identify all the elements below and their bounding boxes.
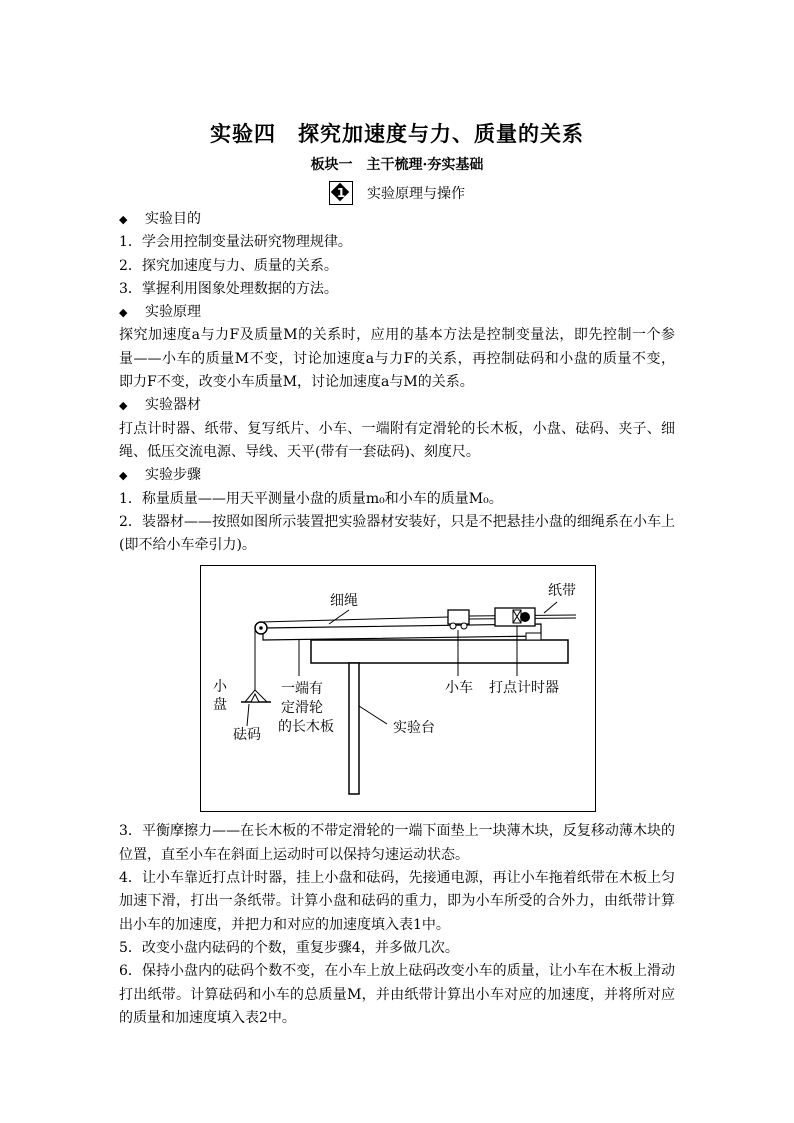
leader-weights (247, 704, 249, 726)
diamond-bullet-icon: ◆ (119, 399, 128, 413)
label-weights: 砝码 (233, 727, 261, 744)
step-6: 打出纸带。计算砝码和小车的总质量M，并由纸带计算出小车对应的加速度，并将所对应 (119, 986, 675, 1003)
cart (448, 610, 469, 624)
section-label: 实验原理与操作 (367, 186, 465, 202)
step-3: 位置，直至小车在斜面上运动时可以保持匀速运动状态。 (119, 846, 469, 863)
shim-block (526, 633, 541, 640)
step-2: 2．装器材——按照如图所示装置把实验器材安装好，只是不把悬挂小盘的细绳系在小车上 (119, 513, 675, 530)
leader-table (359, 706, 387, 724)
purpose-heading: ◆ 实验目的 (119, 208, 675, 231)
timer-dot (520, 612, 530, 622)
label-table: 实验台 (393, 720, 435, 737)
label-tape: 纸带 (548, 583, 576, 600)
step-4: 加速下滑，打出一条纸带。计算小盘和砝码的重力，即为小车所受的合外力，由纸带计算 (119, 893, 675, 910)
step-6: 6．保持小盘内的砝码个数不变，在小车上放上砝码改变小车的质量，让小车在木板上滑动 (119, 963, 675, 980)
purpose-item: 1．学会用控制变量法研究物理规律。 (119, 234, 352, 251)
label-board: 一端有 (281, 681, 323, 698)
rope (261, 617, 449, 622)
principle-text: 即力F不变，改变小车质量M，讨论加速度a与M的关系。 (119, 374, 474, 391)
section-heading (0, 180, 794, 206)
label-pan: 盘 (213, 697, 227, 714)
step-6: 的质量和加速度填入表2中。 (119, 1009, 296, 1026)
diamond-bullet-icon: ◆ (119, 469, 128, 483)
step-4: 出小车的加速度，并把力和对应的加速度填入表1中。 (119, 916, 450, 933)
page-subtitle: 板块一 主干梳理·夯实基础 (310, 157, 484, 173)
step-4: 4．让小车靠近打点计时器，挂上小盘和砝码，先接通电源，再让小车拖着纸带在木板上匀 (119, 870, 675, 887)
step-1: 1．称量质量——用天平测量小盘的质量m₀和小车的质量M₀。 (119, 490, 503, 507)
equipment-text: 绳、低压交流电源、导线、天平(带有一套砝码)、刻度尺。 (119, 443, 480, 460)
equipment-text: 打点计时器、纸带、复写纸片、小车、一端附有定滑轮的长木板，小盘、砝码、夹子、细 (119, 420, 675, 437)
principle-heading: ◆ 实验原理 (119, 301, 675, 324)
equipment-heading: ◆ 实验器材 (119, 394, 675, 417)
label-timer: 打点计时器 (489, 680, 559, 697)
step-5: 5．改变小盘内砝码的个数，重复步骤4，并多做几次。 (119, 939, 459, 956)
label-cart: 小车 (445, 680, 473, 697)
diamond-bullet-icon: ◆ (119, 306, 128, 320)
cart-wheel (461, 623, 467, 629)
weights (251, 694, 259, 702)
principle-text: 探究加速度a与力F及质量M的关系时，应用的基本方法是控制变量法，即先控制一个参 (119, 327, 675, 344)
purpose-item: 3．掌握利用图象处理数据的方法。 (119, 280, 338, 297)
section-number: 1 (336, 186, 346, 200)
label-board: 定滑轮 (281, 700, 323, 717)
label-rope: 细绳 (330, 593, 358, 610)
apparatus-diagram (200, 565, 596, 812)
label-pan: 小 (213, 679, 227, 696)
label-board: 的长木板 (278, 719, 334, 736)
leader-tape (544, 602, 557, 613)
step-3: 3．平衡摩擦力——在长木板的不带定滑轮的一端下面垫上一块薄木块，反复移动薄木块的 (119, 823, 675, 840)
pulley-axle (259, 627, 263, 631)
section-number-badge (329, 181, 353, 205)
main-content (119, 208, 675, 1030)
table-top (311, 640, 568, 663)
cart-wheel (450, 623, 456, 629)
principle-text: 量——小车的质量M不变，讨论加速度a与力F的关系，再控制砝码和小盘的质量不变， (119, 350, 675, 367)
purpose-item: 2．探究加速度与力、质量的关系。 (119, 257, 338, 274)
diamond-bullet-icon: ◆ (119, 213, 128, 226)
table-leg (349, 663, 359, 794)
step-2: (即不给小车牵引力)。 (119, 537, 256, 554)
steps-heading: ◆ 实验步骤 (119, 464, 675, 487)
page-title: 实验四 探究加速度与力、质量的关系 (210, 121, 584, 146)
